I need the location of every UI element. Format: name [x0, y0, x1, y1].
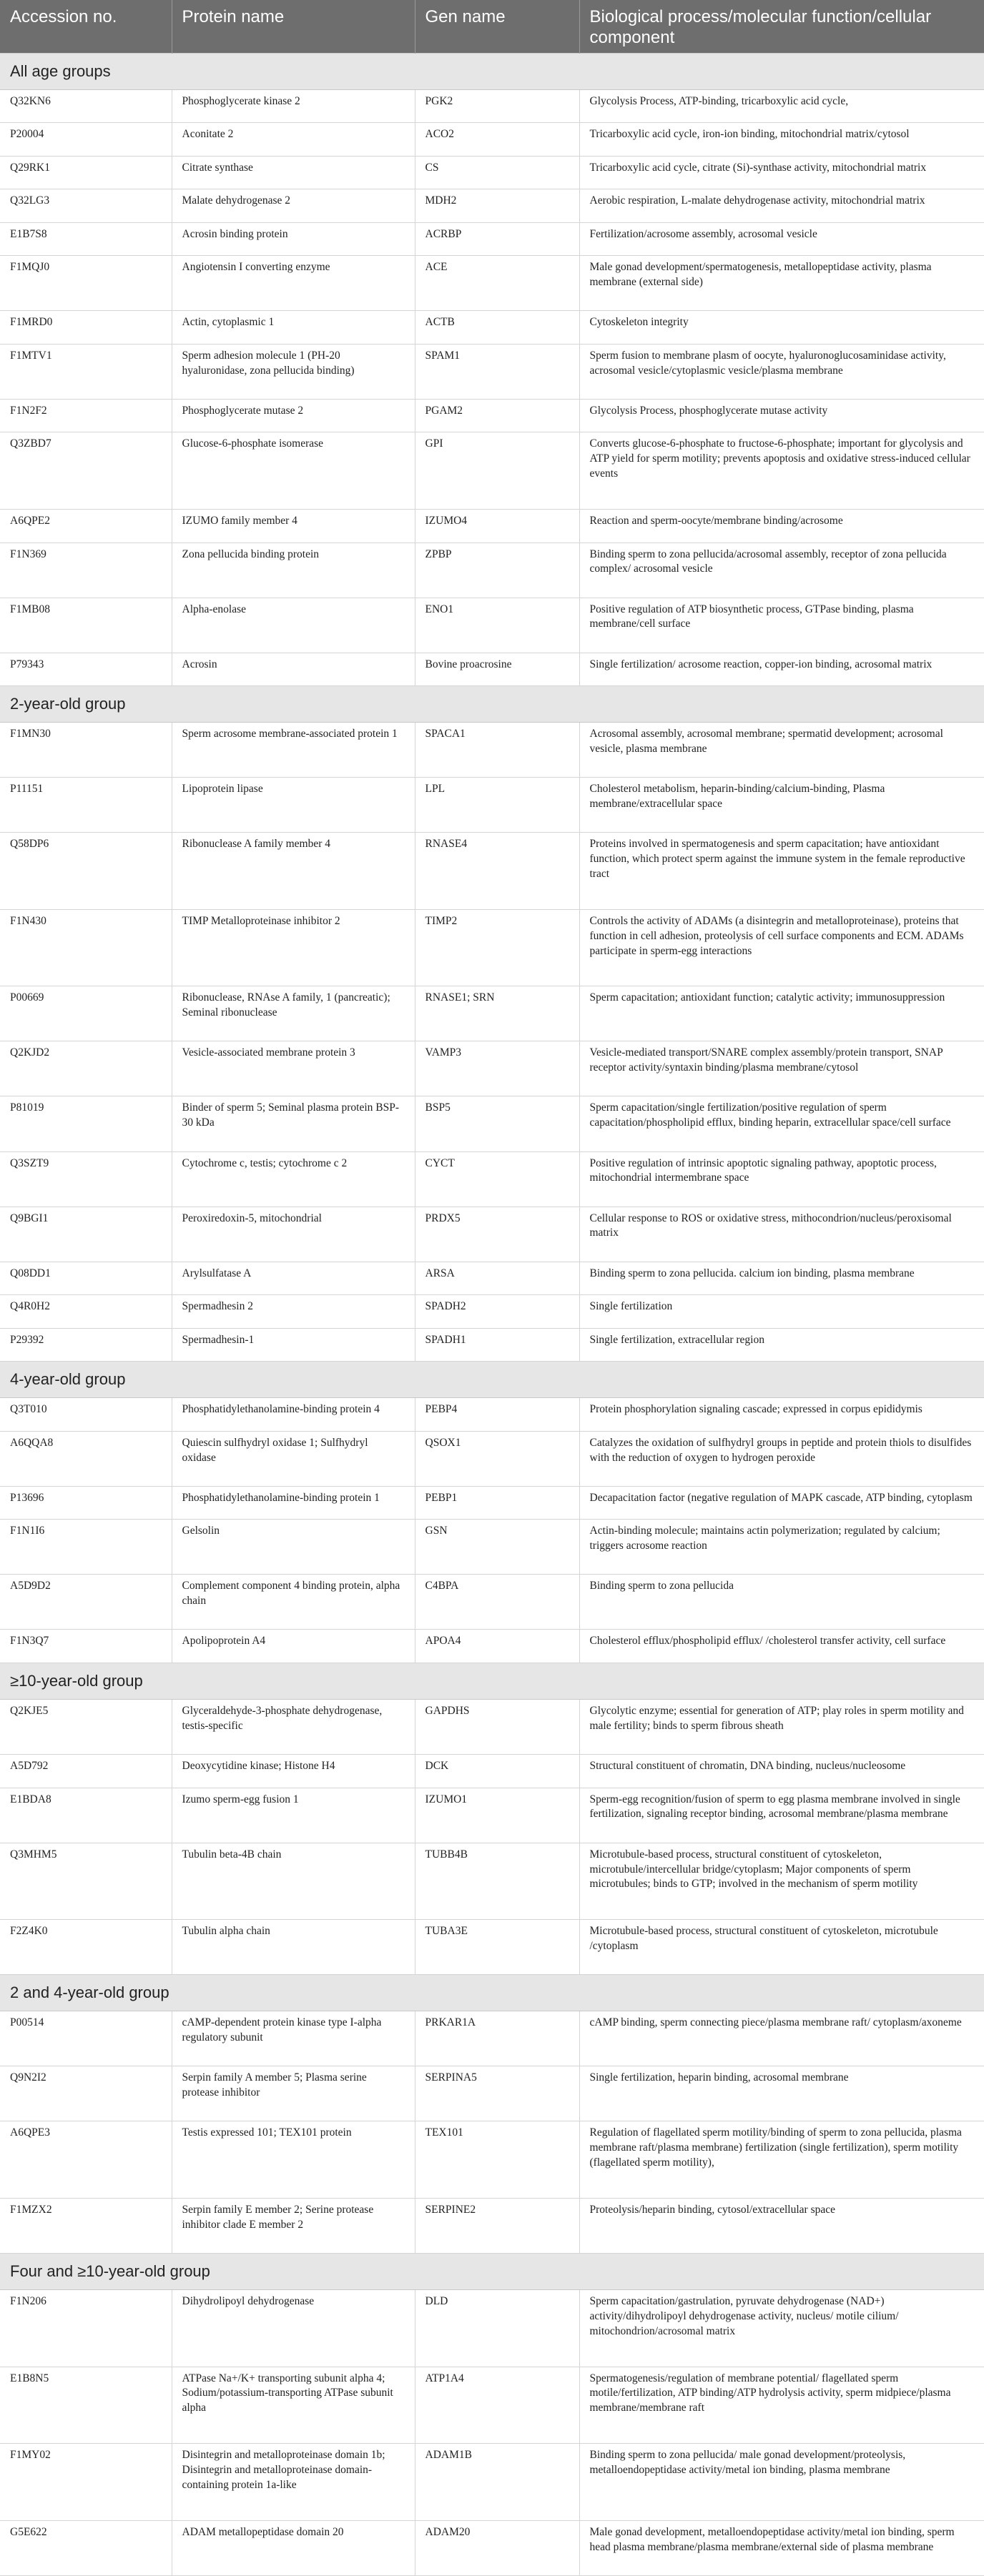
protein-name-cell: Binder of sperm 5; Seminal plasma protein BSP-30 kDa: [172, 1096, 415, 1151]
table-header-row: [0, 0, 984, 53]
protein-name-cell: Phosphoglycerate mutase 2: [172, 399, 415, 432]
gene-name-cell: ADAM1B: [415, 2444, 579, 2521]
gene-name-cell: ACTB: [415, 311, 579, 345]
accession-cell: Q29RK1: [0, 156, 172, 189]
gene-name-cell: PGK2: [415, 89, 579, 123]
protein-name-cell: Phosphoglycerate kinase 2: [172, 89, 415, 123]
gene-name-cell: PRDX5: [415, 1207, 579, 1262]
gene-name-cell: PEBP4: [415, 1398, 579, 1432]
table-row: [0, 89, 984, 123]
accession-cell: F1N2F2: [0, 399, 172, 432]
accession-cell: A6QQA8: [0, 1431, 172, 1486]
accession-cell: A6QPE3: [0, 2121, 172, 2199]
table-row: [0, 2289, 984, 2367]
table-row: [0, 1486, 984, 1520]
group-title: Four and ≥10-year-old group: [0, 2253, 984, 2289]
table-row: [0, 123, 984, 157]
protein-name-cell: Zona pellucida binding protein: [172, 543, 415, 598]
protein-name-cell: Apolipoprotein A4: [172, 1630, 415, 1663]
process-cell: Proteolysis/heparin binding, cytosol/extracellular space: [579, 2198, 984, 2253]
protein-name-cell: Ribonuclease, RNAse A family, 1 (pancreatic); Seminal ribonuclease: [172, 986, 415, 1041]
table-row: [0, 2066, 984, 2121]
accession-cell: Q3T010: [0, 1398, 172, 1432]
protein-name-cell: Alpha-enolase: [172, 598, 415, 653]
gene-name-cell: SERPINA5: [415, 2066, 579, 2121]
group-header-row: [0, 1975, 984, 2011]
protein-name-cell: Serpin family A member 5; Plasma serine protease inhibitor: [172, 2066, 415, 2121]
process-cell: Tricarboxylic acid cycle, citrate (Si)-synthase activity, mitochondrial matrix: [579, 156, 984, 189]
table-row: [0, 399, 984, 432]
process-cell: Regulation of flagellated sperm motility/binding of sperm to zona pellucida, plasma membrane raft/plasma membrane) fertilization (single fertilization), sperm motility (flagellated sperm motility),: [579, 2121, 984, 2199]
process-cell: Microtubule-based process, structural constituent of cytoskeleton, microtubule /cytoplasm: [579, 1920, 984, 1975]
table-row: [0, 1295, 984, 1329]
accession-cell: A5D9D2: [0, 1575, 172, 1630]
protein-name-cell: Tubulin alpha chain: [172, 1920, 415, 1975]
accession-cell: A5D792: [0, 1755, 172, 1788]
gene-name-cell: ACO2: [415, 123, 579, 157]
table-row: [0, 598, 984, 653]
table-row: [0, 778, 984, 833]
table-row: [0, 833, 984, 910]
gene-name-cell: GAPDHS: [415, 1699, 579, 1754]
table-row: [0, 909, 984, 986]
protein-name-cell: Angiotensin I converting enzyme: [172, 256, 415, 311]
process-cell: Sperm capacitation/gastrulation, pyruvate dehydrogenase (NAD+) activity/dihydrolipoyl dehydrogenase activity, nucleus/ motile cilium/ mitochondrion/acrosomal matrix: [579, 2289, 984, 2367]
gene-name-cell: Bovine proacrosine: [415, 653, 579, 686]
table-row: [0, 509, 984, 543]
process-cell: Glycolysis Process, ATP-binding, tricarboxylic acid cycle,: [579, 89, 984, 123]
accession-cell: Q4R0H2: [0, 1295, 172, 1329]
header-protein-name: Protein name: [172, 0, 415, 53]
accession-cell: Q2KJE5: [0, 1699, 172, 1754]
gene-name-cell: IZUMO4: [415, 509, 579, 543]
gene-name-cell: TIMP2: [415, 909, 579, 986]
group-title: ≥10-year-old group: [0, 1663, 984, 1699]
table-row: [0, 653, 984, 686]
process-cell: Structural constituent of chromatin, DNA binding, nucleus/nucleosome: [579, 1755, 984, 1788]
gene-name-cell: SPAM1: [415, 344, 579, 399]
process-cell: Binding sperm to zona pellucida/ male gonad development/proteolysis, metalloendopeptidase activity/metal ion binding, plasma membrane: [579, 2444, 984, 2521]
protein-name-cell: Phosphatidylethanolamine-binding protein 4: [172, 1398, 415, 1432]
accession-cell: P11151: [0, 778, 172, 833]
accession-cell: F1MB08: [0, 598, 172, 653]
accession-cell: Q08DD1: [0, 1262, 172, 1295]
protein-name-cell: Phosphatidylethanolamine-binding protein 1: [172, 1486, 415, 1520]
process-cell: Microtubule-based process, structural constituent of cytoskeleton, microtubule/intercellular bridge/cytoplasm; Major components of sperm microtubules; binds to GTP; involved in the mechanism of sperm motility: [579, 1843, 984, 1920]
gene-name-cell: SPADH1: [415, 1328, 579, 1362]
protein-name-cell: Aconitate 2: [172, 123, 415, 157]
process-cell: Single fertilization, extracellular region: [579, 1328, 984, 1362]
accession-cell: F1MRD0: [0, 311, 172, 345]
gene-name-cell: ACRBP: [415, 222, 579, 256]
accession-cell: F1N3Q7: [0, 1630, 172, 1663]
gene-name-cell: ACE: [415, 256, 579, 311]
table-row: [0, 1207, 984, 1262]
header-biological-process: Biological process/molecular function/cellular component: [579, 0, 984, 53]
process-cell: Male gonad development/spermatogenesis, metallopeptidase activity, plasma membrane (external side): [579, 256, 984, 311]
process-cell: Sperm capacitation/single fertilization/positive regulation of sperm capacitation/phospholipid efflux, binding heparin, extracellular space/cell surface: [579, 1096, 984, 1151]
accession-cell: Q32KN6: [0, 89, 172, 123]
process-cell: Spermatogenesis/regulation of membrane potential/ flagellated sperm motile/fertilization, ATP binding/ATP hydrolysis activity, sperm midpiece/plasma membrane/membrane raft: [579, 2367, 984, 2444]
accession-cell: F1MQJ0: [0, 256, 172, 311]
protein-name-cell: Ribonuclease A family member 4: [172, 833, 415, 910]
group-title: 2 and 4-year-old group: [0, 1975, 984, 2011]
gene-name-cell: ADAM20: [415, 2520, 579, 2575]
gene-name-cell: C4BPA: [415, 1575, 579, 1630]
gene-name-cell: PGAM2: [415, 399, 579, 432]
table-body: [0, 53, 984, 2575]
group-title: 4-year-old group: [0, 1362, 984, 1398]
protein-name-cell: Gelsolin: [172, 1520, 415, 1575]
protein-name-cell: Quiescin sulfhydryl oxidase 1; Sulfhydryl oxidase: [172, 1431, 415, 1486]
gene-name-cell: TUBB4B: [415, 1843, 579, 1920]
process-cell: Positive regulation of ATP biosynthetic process, GTPase binding, plasma membrane/cell surface: [579, 598, 984, 653]
protein-name-cell: Citrate synthase: [172, 156, 415, 189]
table-row: [0, 1755, 984, 1788]
process-cell: Sperm capacitation; antioxidant function; catalytic activity; immunosuppression: [579, 986, 984, 1041]
group-header-row: [0, 1362, 984, 1398]
process-cell: Catalyzes the oxidation of sulfhydryl groups in peptide and protein thiols to disulfides with the reduction of oxygen to hydrogen peroxide: [579, 1431, 984, 1486]
process-cell: Protein phosphorylation signaling cascade; expressed in corpus epididymis: [579, 1398, 984, 1432]
table-row: [0, 543, 984, 598]
gene-name-cell: SPACA1: [415, 723, 579, 778]
accession-cell: P00514: [0, 2011, 172, 2066]
table-row: [0, 156, 984, 189]
protein-name-cell: Deoxycytidine kinase; Histone H4: [172, 1755, 415, 1788]
table-row: [0, 2121, 984, 2199]
process-cell: Cholesterol metabolism, heparin-binding/calcium-binding, Plasma membrane/extracellular space: [579, 778, 984, 833]
table-row: [0, 311, 984, 345]
protein-name-cell: IZUMO family member 4: [172, 509, 415, 543]
protein-name-cell: Spermadhesin 2: [172, 1295, 415, 1329]
protein-name-cell: Sperm adhesion molecule 1 (PH-20 hyaluronidase, zona pellucida binding): [172, 344, 415, 399]
process-cell: Cytoskeleton integrity: [579, 311, 984, 345]
accession-cell: Q3ZBD7: [0, 432, 172, 510]
gene-name-cell: DLD: [415, 2289, 579, 2367]
gene-name-cell: RNASE1; SRN: [415, 986, 579, 1041]
gene-name-cell: ARSA: [415, 1262, 579, 1295]
group-header-row: [0, 2253, 984, 2289]
table-row: [0, 1699, 984, 1754]
process-cell: Binding sperm to zona pellucida: [579, 1575, 984, 1630]
gene-name-cell: TUBA3E: [415, 1920, 579, 1975]
gene-name-cell: BSP5: [415, 1096, 579, 1151]
accession-cell: P00669: [0, 986, 172, 1041]
accession-cell: F1N206: [0, 2289, 172, 2367]
table-row: [0, 1630, 984, 1663]
table-row: [0, 2367, 984, 2444]
process-cell: Tricarboxylic acid cycle, iron-ion binding, mitochondrial matrix/cytosol: [579, 123, 984, 157]
protein-name-cell: Peroxiredoxin-5, mitochondrial: [172, 1207, 415, 1262]
table-row: [0, 1398, 984, 1432]
gene-name-cell: SERPINE2: [415, 2198, 579, 2253]
protein-name-cell: Actin, cytoplasmic 1: [172, 311, 415, 345]
process-cell: Binding sperm to zona pellucida. calcium ion binding, plasma membrane: [579, 1262, 984, 1295]
table-row: [0, 222, 984, 256]
protein-name-cell: TIMP Metalloproteinase inhibitor 2: [172, 909, 415, 986]
process-cell: Binding sperm to zona pellucida/acrosomal assembly, receptor of zona pellucida complex/ acrosomal vesicle: [579, 543, 984, 598]
header-accession: Accession no.: [0, 0, 172, 53]
protein-name-cell: Glyceraldehyde-3-phosphate dehydrogenase, testis-specific: [172, 1699, 415, 1754]
table-row: [0, 1328, 984, 1362]
protein-name-cell: Sperm acrosome membrane-associated protein 1: [172, 723, 415, 778]
table-row: [0, 2198, 984, 2253]
accession-cell: G5E622: [0, 2520, 172, 2575]
gene-name-cell: MDH2: [415, 189, 579, 223]
process-cell: Positive regulation of intrinsic apoptotic signaling pathway, apoptotic process, mitochondrial intermembrane space: [579, 1151, 984, 1207]
process-cell: Sperm-egg recognition/fusion of sperm to egg plasma membrane involved in single fertilization, signaling receptor binding, acrosomal membrane/plasma membrane: [579, 1788, 984, 1843]
table-row: [0, 1520, 984, 1575]
gene-name-cell: PEBP1: [415, 1486, 579, 1520]
accession-cell: E1BDA8: [0, 1788, 172, 1843]
process-cell: Single fertilization/ acrosome reaction, copper-ion binding, acrosomal matrix: [579, 653, 984, 686]
gene-name-cell: PRKAR1A: [415, 2011, 579, 2066]
accession-cell: Q9N2I2: [0, 2066, 172, 2121]
accession-cell: F1N369: [0, 543, 172, 598]
table-row: [0, 1788, 984, 1843]
accession-cell: F2Z4K0: [0, 1920, 172, 1975]
protein-name-cell: Vesicle-associated membrane protein 3: [172, 1041, 415, 1096]
table-row: [0, 1151, 984, 1207]
protein-name-cell: Izumo sperm-egg fusion 1: [172, 1788, 415, 1843]
table-row: [0, 1843, 984, 1920]
table-row: [0, 344, 984, 399]
accession-cell: F1MY02: [0, 2444, 172, 2521]
protein-name-cell: Tubulin beta-4B chain: [172, 1843, 415, 1920]
protein-name-cell: ATPase Na+/K+ transporting subunit alpha 4; Sodium/potassium-transporting ATPase subunit alpha: [172, 2367, 415, 2444]
accession-cell: P79343: [0, 653, 172, 686]
table-row: [0, 1920, 984, 1975]
protein-name-cell: Lipoprotein lipase: [172, 778, 415, 833]
accession-cell: Q58DP6: [0, 833, 172, 910]
protein-name-cell: ADAM metallopeptidase domain 20: [172, 2520, 415, 2575]
protein-name-cell: Dihydrolipoyl dehydrogenase: [172, 2289, 415, 2367]
gene-name-cell: VAMP3: [415, 1041, 579, 1096]
protein-name-cell: Cytochrome c, testis; cytochrome c 2: [172, 1151, 415, 1207]
header-gene-name: Gen name: [415, 0, 579, 53]
gene-name-cell: APOA4: [415, 1630, 579, 1663]
protein-name-cell: Arylsulfatase A: [172, 1262, 415, 1295]
group-header-row: [0, 53, 984, 89]
protein-name-cell: cAMP-dependent protein kinase type I-alpha regulatory subunit: [172, 2011, 415, 2066]
table-row: [0, 1431, 984, 1486]
accession-cell: P13696: [0, 1486, 172, 1520]
accession-cell: P29392: [0, 1328, 172, 1362]
gene-name-cell: CYCT: [415, 1151, 579, 1207]
accession-cell: E1B8N5: [0, 2367, 172, 2444]
table-row: [0, 986, 984, 1041]
gene-name-cell: CS: [415, 156, 579, 189]
table-row: [0, 432, 984, 510]
accession-cell: P20004: [0, 123, 172, 157]
process-cell: Male gonad development, metalloendopeptidase activity/metal ion binding, sperm head plasma membrane/plasma membrane/external side of plasma membrane: [579, 2520, 984, 2575]
accession-cell: Q2KJD2: [0, 1041, 172, 1096]
process-cell: Glycolysis Process, phosphoglycerate mutase activity: [579, 399, 984, 432]
accession-cell: E1B7S8: [0, 222, 172, 256]
table-row: [0, 2011, 984, 2066]
gene-name-cell: ATP1A4: [415, 2367, 579, 2444]
gene-name-cell: GPI: [415, 432, 579, 510]
table-row: [0, 1575, 984, 1630]
accession-cell: A6QPE2: [0, 509, 172, 543]
table-row: [0, 2520, 984, 2575]
accession-cell: F1MTV1: [0, 344, 172, 399]
accession-cell: Q32LG3: [0, 189, 172, 223]
process-cell: Fertilization/acrosome assembly, acrosomal vesicle: [579, 222, 984, 256]
protein-name-cell: Disintegrin and metalloproteinase domain 1b; Disintegrin and metalloproteinase domain-containing protein 1a-like: [172, 2444, 415, 2521]
protein-name-cell: Complement component 4 binding protein, alpha chain: [172, 1575, 415, 1630]
accession-cell: F1MZX2: [0, 2198, 172, 2253]
process-cell: Decapacitation factor (negative regulation of MAPK cascade, ATP binding, cytoplasm: [579, 1486, 984, 1520]
table-row: [0, 189, 984, 223]
table-row: [0, 256, 984, 311]
gene-name-cell: DCK: [415, 1755, 579, 1788]
accession-cell: P81019: [0, 1096, 172, 1151]
process-cell: Cholesterol efflux/phospholipid efflux/ /cholesterol transfer activity, cell surface: [579, 1630, 984, 1663]
group-title: 2-year-old group: [0, 686, 984, 723]
table-row: [0, 1262, 984, 1295]
group-header-row: [0, 686, 984, 723]
process-cell: Single fertilization: [579, 1295, 984, 1329]
process-cell: Vesicle-mediated transport/SNARE complex assembly/protein transport, SNAP receptor activity/syntaxin binding/plasma membrane/cytosol: [579, 1041, 984, 1096]
protein-name-cell: Spermadhesin-1: [172, 1328, 415, 1362]
gene-name-cell: TEX101: [415, 2121, 579, 2199]
process-cell: Controls the activity of ADAMs (a disintegrin and metalloproteinase), proteins that function in cell adhesion, proteolysis of cell surface components and ECM. ADAMs participate in sperm-egg interactions: [579, 909, 984, 986]
accession-cell: F1MN30: [0, 723, 172, 778]
process-cell: Glycolytic enzyme; essential for generation of ATP; play roles in sperm motility and male fertility; binds to sperm fibrous sheath: [579, 1699, 984, 1754]
process-cell: Proteins involved in spermatogenesis and sperm capacitation; have antioxidant function, which protect sperm against the immune system in the female reproductive tract: [579, 833, 984, 910]
gene-name-cell: ZPBP: [415, 543, 579, 598]
accession-cell: Q9BGI1: [0, 1207, 172, 1262]
table-row: [0, 1096, 984, 1151]
gene-name-cell: IZUMO1: [415, 1788, 579, 1843]
process-cell: Sperm fusion to membrane plasm of oocyte, hyaluronoglucosaminidase activity, acrosomal vesicle/cytoplasmic vesicle/plasma membrane: [579, 344, 984, 399]
group-title: All age groups: [0, 53, 984, 89]
process-cell: Aerobic respiration, L-malate dehydrogenase activity, mitochondrial matrix: [579, 189, 984, 223]
table-row: [0, 2444, 984, 2521]
accession-cell: F1N430: [0, 909, 172, 986]
gene-name-cell: ENO1: [415, 598, 579, 653]
gene-name-cell: GSN: [415, 1520, 579, 1575]
protein-name-cell: Testis expressed 101; TEX101 protein: [172, 2121, 415, 2199]
accession-cell: Q3SZT9: [0, 1151, 172, 1207]
table-row: [0, 723, 984, 778]
accession-cell: Q3MHM5: [0, 1843, 172, 1920]
protein-name-cell: Acrosin: [172, 653, 415, 686]
gene-name-cell: QSOX1: [415, 1431, 579, 1486]
accession-cell: F1N1I6: [0, 1520, 172, 1575]
process-cell: Converts glucose-6-phosphate to fructose-6-phosphate; important for glycolysis and ATP yield for sperm motility; prevents apoptosis and oxidative stress-induced cellular events: [579, 432, 984, 510]
gene-name-cell: SPADH2: [415, 1295, 579, 1329]
process-cell: Acrosomal assembly, acrosomal membrane; spermatid development; acrosomal vesicle, plasma membrane: [579, 723, 984, 778]
group-header-row: [0, 1663, 984, 1699]
gene-name-cell: LPL: [415, 778, 579, 833]
table-row: [0, 1041, 984, 1096]
protein-name-cell: Acrosin binding protein: [172, 222, 415, 256]
protein-name-cell: Glucose-6-phosphate isomerase: [172, 432, 415, 510]
protein-name-cell: Serpin family E member 2; Serine protease inhibitor clade E member 2: [172, 2198, 415, 2253]
process-cell: Single fertilization, heparin binding, acrosomal membrane: [579, 2066, 984, 2121]
process-cell: Actin-binding molecule; maintains actin polymerization; regulated by calcium; triggers acrosome reaction: [579, 1520, 984, 1575]
gene-name-cell: RNASE4: [415, 833, 579, 910]
process-cell: Reaction and sperm-oocyte/membrane binding/acrosome: [579, 509, 984, 543]
process-cell: Cellular response to ROS or oxidative stress, mithocondrion/nucleus/peroxisomal matrix: [579, 1207, 984, 1262]
protein-name-cell: Malate dehydrogenase 2: [172, 189, 415, 223]
process-cell: cAMP binding, sperm connecting piece/plasma membrane raft/ cytoplasm/axoneme: [579, 2011, 984, 2066]
